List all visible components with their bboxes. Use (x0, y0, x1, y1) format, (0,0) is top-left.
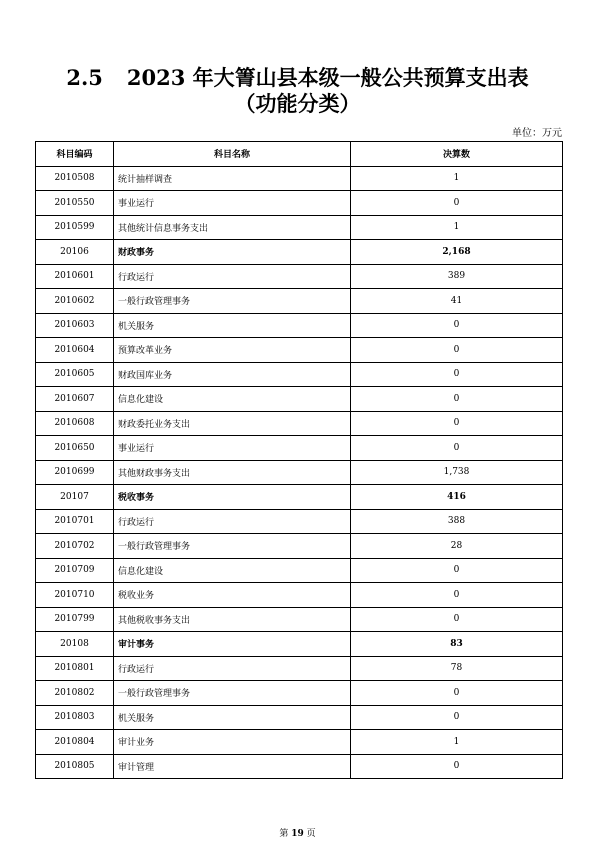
cell-code: 2010602 (36, 289, 114, 314)
cell-code: 2010603 (36, 313, 114, 338)
cell-amount: 0 (351, 705, 563, 730)
table-row (36, 362, 563, 387)
cell-code: 2010699 (36, 460, 114, 485)
cell-name: 信息化建设 (114, 558, 351, 583)
cell-amount: 0 (351, 607, 563, 632)
cell-code: 2010701 (36, 509, 114, 534)
table-row (36, 240, 563, 265)
cell-name: 事业运行 (114, 436, 351, 461)
page-title (0, 66, 595, 90)
cell-code: 2010702 (36, 534, 114, 559)
cell-code: 2010607 (36, 387, 114, 412)
cell-name: 财政事务 (114, 240, 351, 265)
header-name: 科目名称 (114, 142, 351, 167)
cell-amount: 0 (351, 191, 563, 216)
cell-code: 2010801 (36, 656, 114, 681)
cell-amount: 0 (351, 387, 563, 412)
cell-name: 一般行政管理事务 (114, 681, 351, 706)
cell-amount: 28 (351, 534, 563, 559)
cell-code: 2010650 (36, 436, 114, 461)
cell-code: 2010710 (36, 583, 114, 608)
cell-name: 税收事务 (114, 485, 351, 510)
table-row (36, 387, 563, 412)
cell-code: 2010803 (36, 705, 114, 730)
table-row (36, 607, 563, 632)
cell-amount: 0 (351, 583, 563, 608)
cell-code: 20107 (36, 485, 114, 510)
table-row (36, 583, 563, 608)
cell-amount: 0 (351, 754, 563, 779)
cell-name: 统计抽样调查 (114, 166, 351, 191)
table-row (36, 632, 563, 657)
table-body (36, 166, 563, 779)
cell-code: 2010804 (36, 730, 114, 755)
cell-amount: 83 (351, 632, 563, 657)
cell-amount: 0 (351, 362, 563, 387)
table-row (36, 509, 563, 534)
section-number: 2.5 (66, 65, 103, 90)
cell-amount: 1 (351, 166, 563, 191)
page-subtitle: （功能分类） (234, 91, 361, 116)
footer-prefix: 第 (279, 829, 289, 839)
table-row (36, 436, 563, 461)
cell-amount: 1 (351, 215, 563, 240)
cell-name: 一般行政管理事务 (114, 534, 351, 559)
table-row (36, 534, 563, 559)
table-header-row (36, 142, 563, 167)
cell-amount: 0 (351, 558, 563, 583)
table-row (36, 215, 563, 240)
cell-code: 2010605 (36, 362, 114, 387)
cell-name: 审计业务 (114, 730, 351, 755)
cell-amount: 41 (351, 289, 563, 314)
table-row (36, 338, 563, 363)
cell-name: 税收业务 (114, 583, 351, 608)
cell-amount: 1,738 (351, 460, 563, 485)
cell-amount: 78 (351, 656, 563, 681)
table-row (36, 313, 563, 338)
header-code: 科目编码 (36, 142, 114, 167)
cell-name: 一般行政管理事务 (114, 289, 351, 314)
cell-name: 其他税收事务支出 (114, 607, 351, 632)
cell-code: 2010601 (36, 264, 114, 289)
cell-name: 财政委托业务支出 (114, 411, 351, 436)
cell-amount: 0 (351, 436, 563, 461)
table-row (36, 705, 563, 730)
cell-code: 2010508 (36, 166, 114, 191)
cell-amount: 416 (351, 485, 563, 510)
cell-code: 2010805 (36, 754, 114, 779)
cell-name: 审计管理 (114, 754, 351, 779)
cell-code: 2010550 (36, 191, 114, 216)
cell-amount: 0 (351, 338, 563, 363)
budget-table (35, 141, 563, 779)
cell-name: 机关服务 (114, 705, 351, 730)
table-row (36, 681, 563, 706)
page-footer (0, 826, 595, 839)
cell-code: 2010604 (36, 338, 114, 363)
cell-code: 2010599 (36, 215, 114, 240)
cell-code: 2010799 (36, 607, 114, 632)
title-main: 2023 年大箐山县本级一般公共预算支出表 (126, 65, 529, 90)
table-row (36, 411, 563, 436)
table-row (36, 460, 563, 485)
cell-name: 预算改革业务 (114, 338, 351, 363)
table-row (36, 289, 563, 314)
table-row (36, 730, 563, 755)
table-row (36, 558, 563, 583)
table-row (36, 485, 563, 510)
cell-amount: 389 (351, 264, 563, 289)
cell-name: 财政国库业务 (114, 362, 351, 387)
table-row (36, 754, 563, 779)
table-row (36, 264, 563, 289)
table-row (36, 166, 563, 191)
page-number: 19 (291, 829, 304, 839)
cell-amount: 0 (351, 313, 563, 338)
cell-name: 信息化建设 (114, 387, 351, 412)
cell-amount: 2,168 (351, 240, 563, 265)
table-row (36, 191, 563, 216)
header-amount: 决算数 (351, 142, 563, 167)
unit-label: 单位：万元 (512, 128, 562, 139)
cell-code: 20106 (36, 240, 114, 265)
cell-amount: 0 (351, 411, 563, 436)
cell-name: 事业运行 (114, 191, 351, 216)
cell-code: 2010802 (36, 681, 114, 706)
cell-name: 行政运行 (114, 656, 351, 681)
cell-code: 2010709 (36, 558, 114, 583)
cell-name: 其他统计信息事务支出 (114, 215, 351, 240)
table-row (36, 656, 563, 681)
cell-code: 20108 (36, 632, 114, 657)
cell-name: 行政运行 (114, 509, 351, 534)
cell-name: 其他财政事务支出 (114, 460, 351, 485)
cell-amount: 1 (351, 730, 563, 755)
cell-code: 2010608 (36, 411, 114, 436)
cell-amount: 0 (351, 681, 563, 706)
footer-suffix: 页 (306, 829, 316, 839)
cell-name: 机关服务 (114, 313, 351, 338)
cell-amount: 388 (351, 509, 563, 534)
cell-name: 审计事务 (114, 632, 351, 657)
cell-name: 行政运行 (114, 264, 351, 289)
